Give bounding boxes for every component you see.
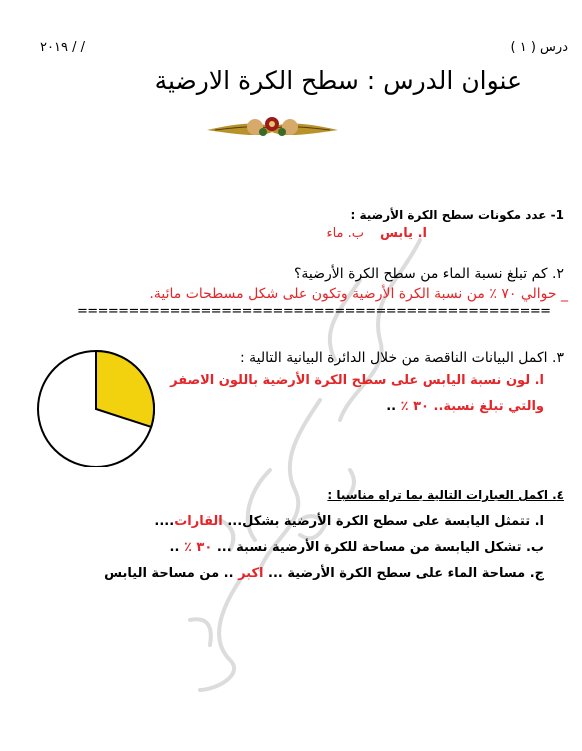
lesson-number: درس ( ١ ): [510, 40, 568, 55]
q3-line2-value: ٣٠ ٪: [400, 399, 429, 414]
q4-item-c: [104, 566, 544, 581]
page-title: عنوان الدرس : سطح الكرة الارضية: [154, 66, 522, 95]
q4-question: ٤. اكمل العبارات التالية بما تراه مناسبا :: [327, 488, 564, 502]
pie-chart: [0, 347, 156, 467]
q4-item-b: [170, 540, 544, 555]
q4-item-a: [154, 514, 544, 529]
q3-line2: [386, 399, 544, 414]
q4-b-suffix: ..: [169, 540, 180, 555]
q4-a-prefix: ا. تتمثل اليابسة على سطح الكرة الأرضية بشكل...: [227, 514, 544, 529]
q3-line2-suffix: ..: [386, 399, 397, 414]
separator-line: ==============================================: [77, 304, 551, 319]
q3-line2-prefix: والتي تبلغ نسبة..: [433, 399, 544, 414]
ornament-divider: [205, 108, 340, 148]
q3-question: ٣. اكمل البيانات الناقصة من خلال الدائرة البيانية التالية :: [239, 350, 564, 366]
q4-b-prefix: ب. تشكل اليابسة من مساحة للكرة الأرضية نسبة ...: [216, 540, 544, 555]
q1-answer-b: ب. ماء: [326, 226, 364, 241]
q2-answer: _ حوالي ٧٠ ٪ من نسبة الكرة الأرضية وتكون على شكل مسطحات مائية.: [149, 286, 568, 302]
q1-answer-a: ا. يابس: [380, 226, 427, 241]
q4-c-suffix: .. من مساحة اليابس: [104, 566, 234, 581]
q4-b-value: ٣٠ ٪: [183, 540, 213, 555]
q4-c-prefix: ج. مساحة الماء على سطح الكرة الأرضية ...: [268, 566, 544, 581]
q4-a-value: القارات: [174, 514, 223, 529]
date-field: ٢٠١٩ / /: [40, 40, 85, 55]
q4-a-suffix: ....: [154, 514, 175, 529]
q4-c-value: اكبر: [238, 566, 264, 581]
q1-question: 1- عدد مكونات سطح الكرة الأرضية :: [350, 208, 564, 222]
q2-question: ٢. كم تبلغ نسبة الماء من سطح الكرة الأرضية؟: [293, 266, 564, 282]
q3-line1-text: ا. لون نسبة اليابس على سطح الكرة الأرضية باللون الاصفر: [170, 373, 544, 388]
q3-line1: [170, 373, 544, 388]
